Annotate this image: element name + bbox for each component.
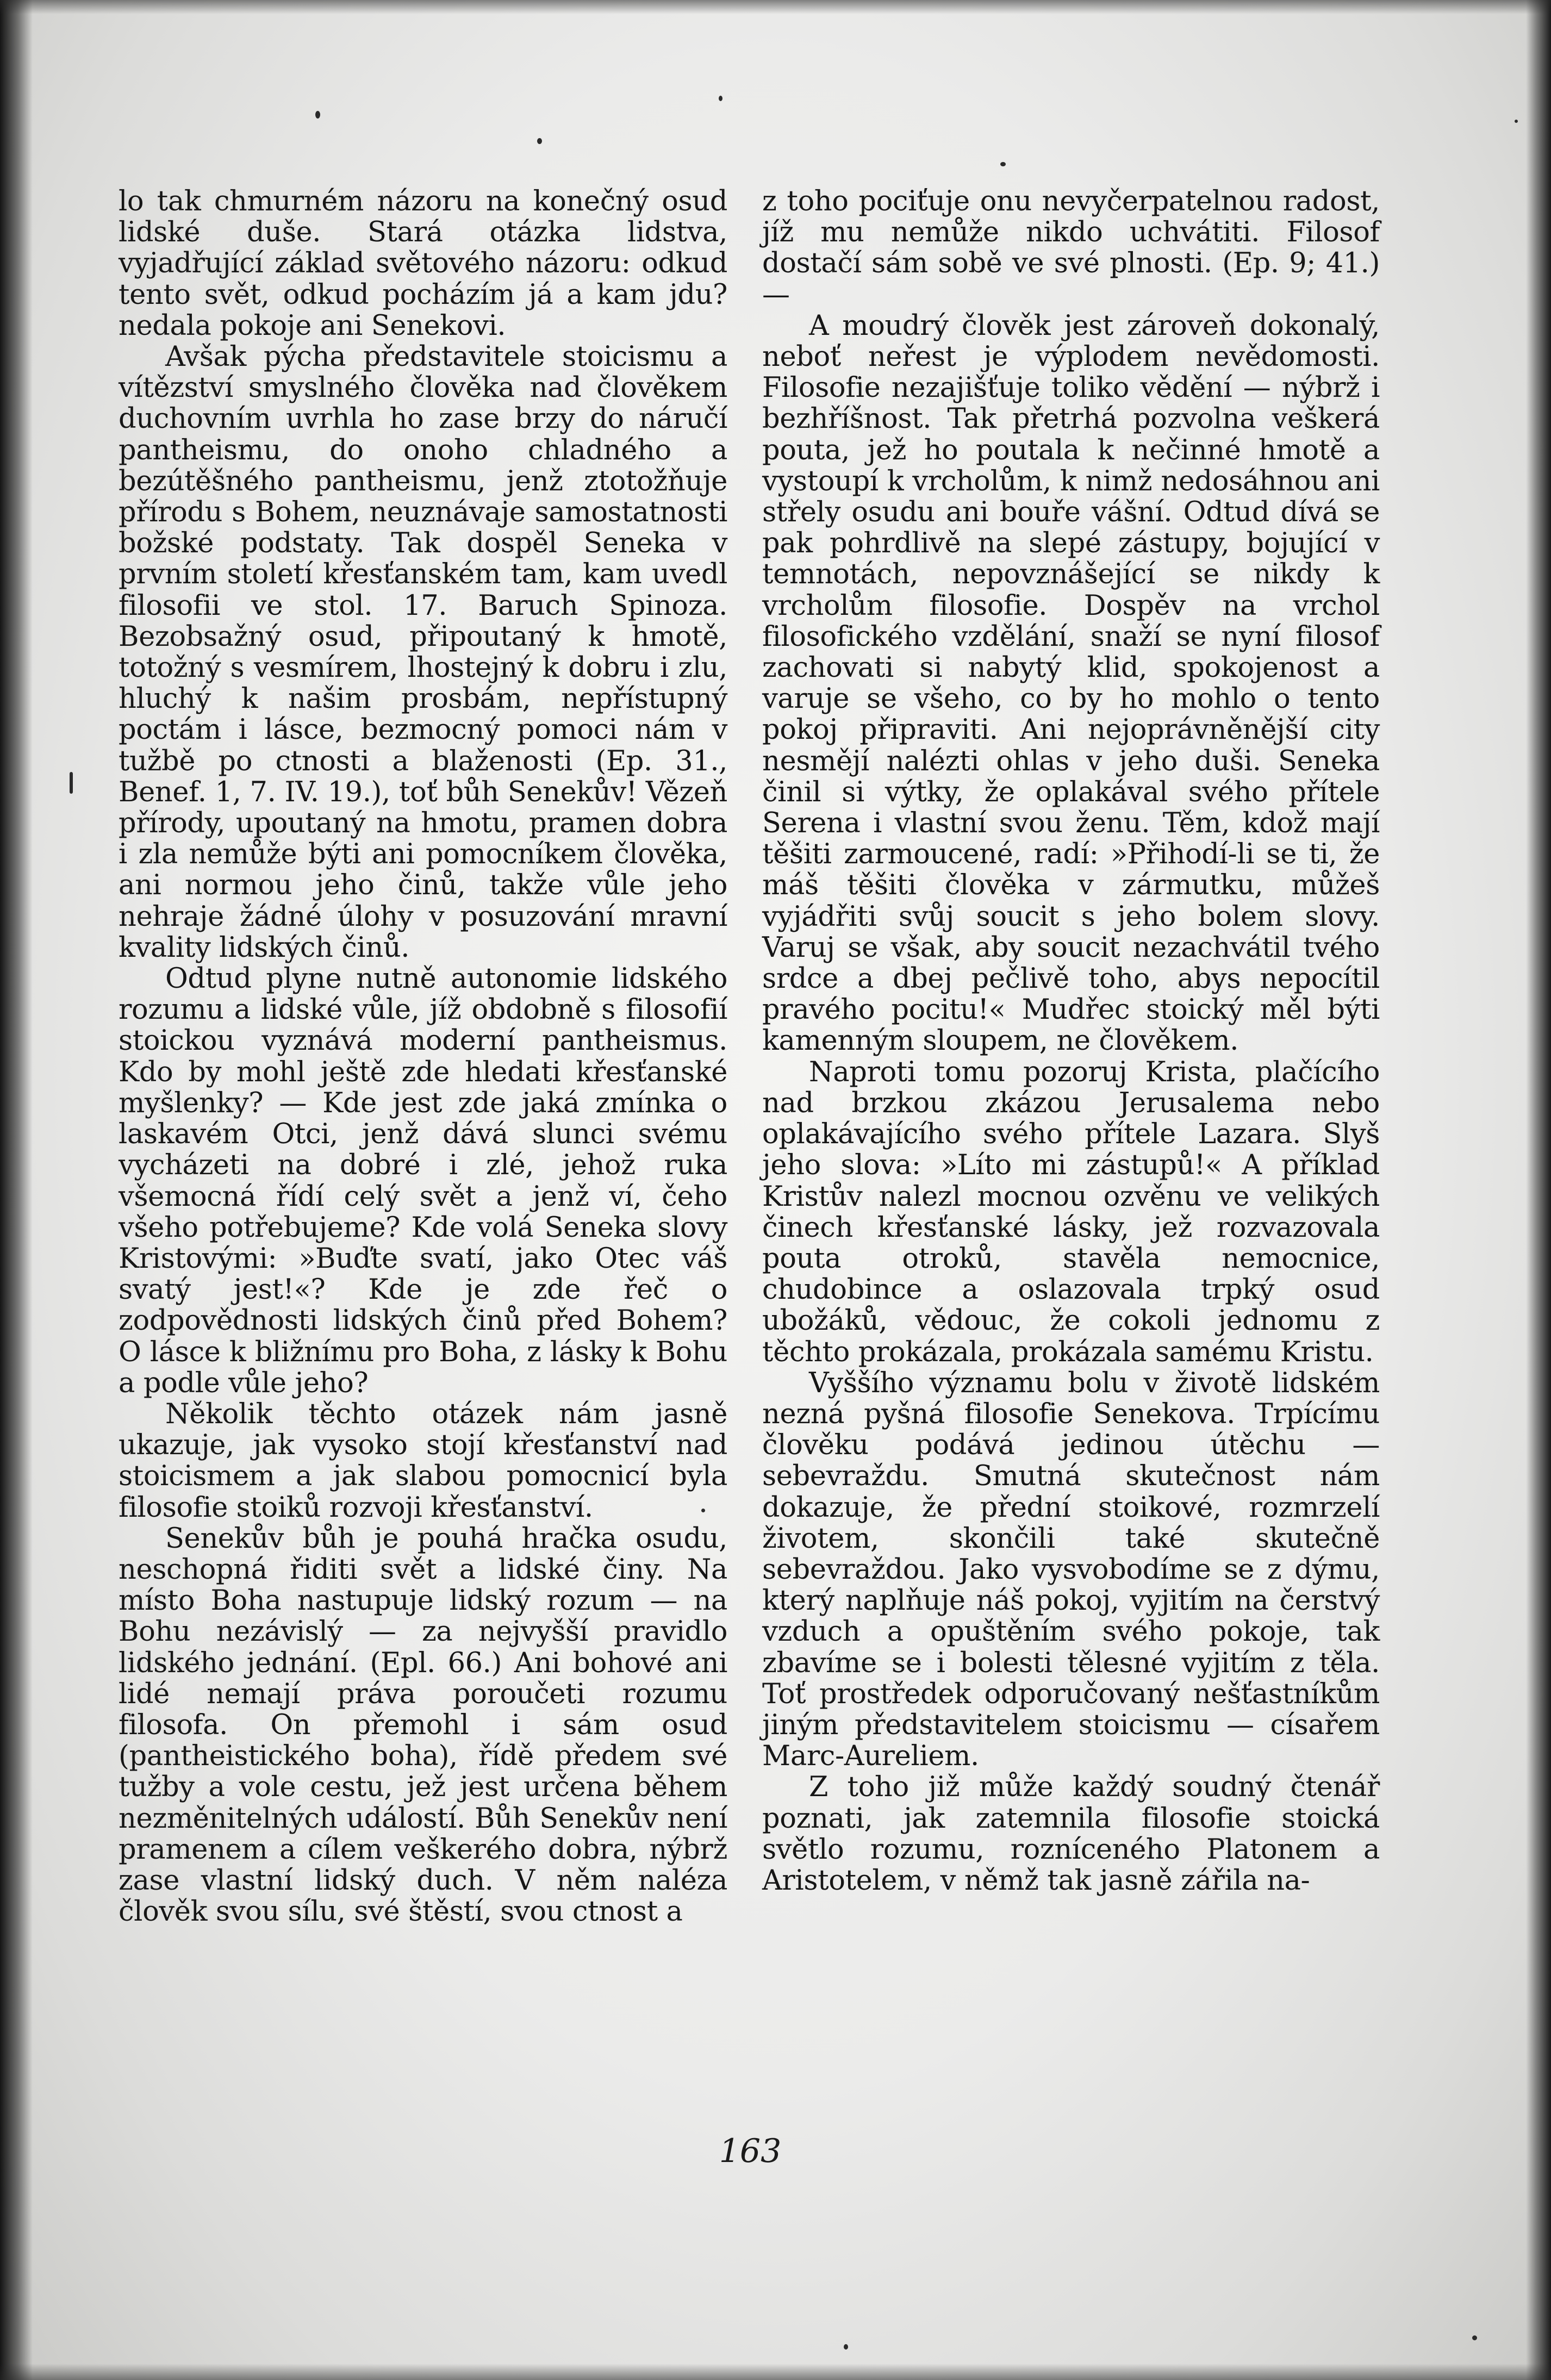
paragraph: z toho pociťuje onu nevyčerpatelnou radost, jíž mu nemůže nikdo uchvátiti. Filosof dostačí sám sobě ve své plnosti. (Ep. 9; 41.) — [762, 185, 1380, 311]
page-edge-shadow-right [1526, 0, 1551, 2380]
page-edge-shadow-top [0, 0, 1551, 14]
paragraph: Odtud plyne nutně autonomie lidského rozumu a lidské vůle, jíž obdobně s filosofií stoickou vyznává moderní pantheismus. Kdo by mohl ještě zde hledati křesťanské myšlenky? — Kde jest zde jaká zmínka o laskavém Otci, jenž dává slunci svému vycházeti na dobré i zlé, jehož ruka všemocná řídí celý svět a jenž ví, čeho všeho potřebujeme? Kde volá Seneka slovy Kristovými: »Buďte svatí, jako Otec váš svatý jest!«? Kde je zde řeč o zodpovědnosti lidských činů před Bohem? O lásce k bližnímu pro Boha, z lásky k Bohu a podle vůle jeho? [119, 963, 727, 1399]
print-speck [1515, 120, 1518, 123]
right-text-column [762, 186, 1380, 1896]
paragraph: A moudrý člověk jest zároveň dokonalý, neboť neřest je výplodem nevědomosti. Filosofie nezajišťuje toliko vědění — nýbrž i bezhříšnost. Tak přetrhá pozvolna veškerá pouta, jež ho poutala k nečinné hmotě a vystoupí k vrcholům, k nimž nedosáhnou ani střely osudu ani bouře vášní. Odtud dívá se pak pohrdlivě na slepé zástupy, bojující v temnotách, nepovznášející se nikdy k vrcholům filosofie. Dospěv na vrchol filosofického vzdělání, snaží se nyní filosof zachovati si nabytý klid, spokojenost a varuje se všeho, co by ho mohlo o tento pokoj připraviti. Ani nejoprávněnější city nesmějí nalézti ohlas v jeho duši. Seneka činil si výtky, že oplakával svého přítele Serena i vlastní svou ženu. Těm, kdož mají těšiti zarmoucené, radí: »Přihodí-li se ti, že máš těšiti člověka v zármutku, můžeš vyjádřiti svůj soucit s jeho bolem slovy. Varuj se však, aby soucit nezachvátil tvého srdce a dbej pečlivě toho, abys nepocítil pravého pocitu!« Mudřec stoický měl býti kamenným sloupem, ne člověkem. [762, 309, 1380, 1057]
left-text-column [119, 186, 727, 1927]
paragraph: lo tak chmurném názoru na konečný osud lidské duše. Stará otázka lidstva, vyjadřující základ světového názoru: odkud tento svět, odkud pocházím já a kam jdu? nedala pokoje ani Senekovi. [119, 185, 727, 342]
print-speck [1472, 2335, 1477, 2340]
paragraph: Avšak pýcha představitele stoicismu a vítězství smyslného člověka nad člověkem duchovním uvrhla ho zase brzy do náručí pantheismu, do onoho chladného a bezútěšného pantheismu, jenž ztotožňuje přírodu s Bohem, neuznávaje samostatnosti božské podstaty. Tak dospěl Seneka v prvním století křesťanském tam, kam uvedl filosofii ve stol. 17. Baruch Spinoza. Bezobsažný osud, připoutaný k hmotě, totožný s vesmírem, lhostejný k dobru i zlu, hluchý k našim prosbám, nepřístupný poctám i lásce, bezmocný pomoci nám v tužbě po ctnosti a blaženosti (Ep. 31., Benef. 1, 7. IV. 19.), toť bůh Senekův! Vězeň přírody, upoutaný na hmotu, pramen dobra i zla nemůže býti ani pomocníkem člověka, ani normou jeho činů, takže vůle jeho nehraje žádné úlohy v posuzování mravní kvality lidských činů. [119, 341, 727, 964]
print-speck [70, 772, 73, 794]
page-edge-shadow-bottom [0, 2364, 1551, 2380]
paragraph: Naproti tomu pozoruj Krista, plačícího nad brzkou zkázou Jerusalema nebo oplakávajícího svého přítele Lazara. Slyš jeho slova: »Líto mi zástupů!« A příklad Kristův nalezl mocnou ozvěnu ve velikých činech křesťanské lásky, jež rozvazovala pouta otroků, stavěla nemocnice, chudobince a oslazovala trpký osud ubožáků, vědouc, že cokoli jednomu z těchto prokázala, prokázala samému Kristu. [762, 1056, 1380, 1368]
print-speck [315, 111, 320, 119]
paragraph: Vyššího významu bolu v životě lidském nezná pyšná filosofie Senekova. Trpícímu člověku podává jedinou útěchu — sebevraždu. Smutná skutečnost nám dokazuje, že přední stoikové, rozmrzelí životem, skončili také skutečně sebevraždou. Jako vysvobodíme se z dýmu, který naplňuje náš pokoj, vyjitím na čerstvý vzduch a opuštěním svého pokoje, tak zbavíme se i bolesti tělesné vyjitím z těla. Toť prostředek odporučovaný nešťastníkům jiným představitelem stoicismu — císařem Marc-Aureliem. [762, 1367, 1380, 1773]
print-speck [537, 138, 542, 144]
print-speck [719, 96, 722, 101]
paragraph: Z toho již může každý soudný čtenář poznati, jak zatemnila filosofie stoická světlo rozumu, rozníceného Platonem a Aristotelem, v němž tak jasně zářila na- [762, 1771, 1380, 1897]
page-number: 163 [719, 2132, 782, 2170]
paragraph: Několik těchto otázek nám jasně ukazuje, jak vysoko stojí křesťanství nad stoicismem a jak slabou pomocnicí byla filosofie stoiků rozvoji křesťanství. [119, 1398, 727, 1524]
page-edge-shadow-left [0, 0, 33, 2380]
print-speck [844, 2344, 848, 2350]
print-speck [1000, 162, 1006, 166]
paragraph: Senekův bůh je pouhá hračka osudu, neschopná řiditi svět a lidské činy. Na místo Boha nastupuje lidský rozum — na Bohu nezávislý — za nejvyšší pravidlo lidského jednání. (Epl. 66.) Ani bohové ani lidé nemají práva poroučeti rozumu filosofa. On přemohl i sám osud (pantheistického boha), řídě předem své tužby a vole cestu, jež jest určena během nezměnitelných událostí. Bůh Senekův není pramenem a cílem veškerého dobra, nýbrž zase vlastní lidský duch. V něm naléza člověk svou sílu, své štěstí, svou ctnost a [119, 1522, 727, 1928]
